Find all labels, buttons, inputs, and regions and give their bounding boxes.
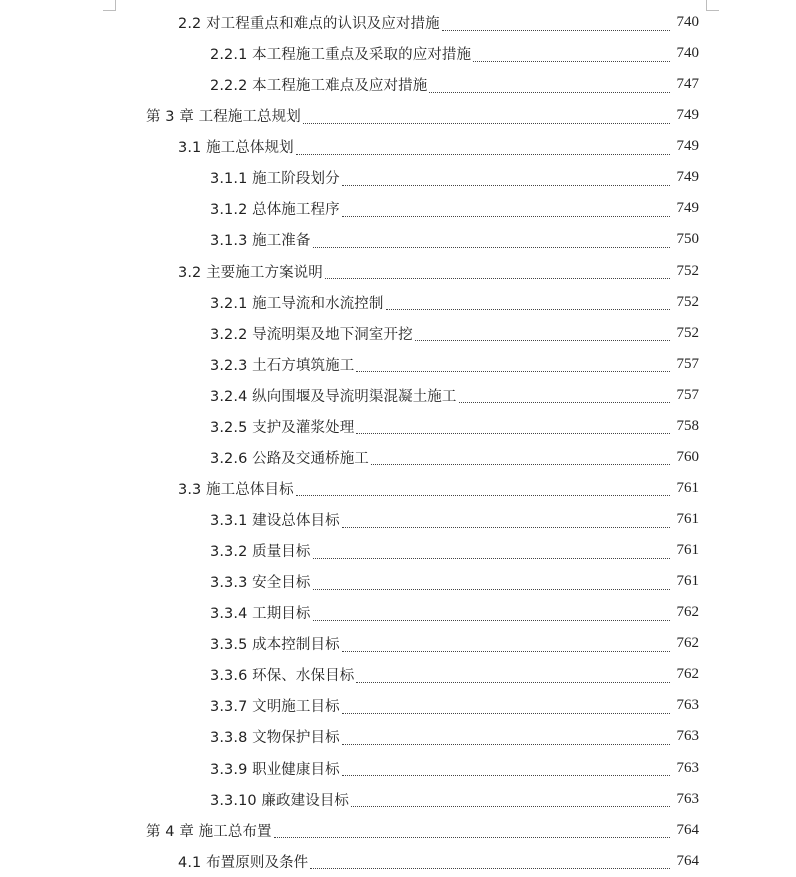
- toc-entry[interactable]: [0, 784, 699, 815]
- toc-dot-leader: [342, 760, 670, 776]
- toc-entry[interactable]: [0, 690, 699, 721]
- toc-entry[interactable]: [0, 753, 699, 784]
- toc-page-number: 749: [676, 169, 699, 186]
- toc-page-number: 762: [676, 604, 699, 621]
- toc-dot-leader: [442, 15, 670, 31]
- toc-entry[interactable]: [0, 566, 699, 597]
- toc-entry-title: 3.3.4 工期目标: [210, 606, 311, 623]
- toc-page-number: 761: [676, 511, 699, 528]
- toc-dot-leader: [342, 729, 670, 745]
- toc-page-number: 757: [676, 386, 699, 403]
- toc-dot-leader: [459, 387, 670, 403]
- toc-entry-title: 3.2 主要施工方案说明: [178, 264, 323, 281]
- toc-page-number: 762: [676, 666, 699, 683]
- toc-page-number: 752: [676, 293, 699, 310]
- toc-entry[interactable]: [0, 597, 699, 628]
- toc-entry-title: 第 4 章 施工总布置: [146, 823, 272, 840]
- toc-entry[interactable]: [0, 349, 699, 380]
- toc-entry-title: 3.3 施工总体目标: [178, 481, 294, 498]
- toc-page-number: 749: [676, 138, 699, 155]
- toc-entry[interactable]: [0, 256, 699, 287]
- toc-entry[interactable]: [0, 224, 699, 255]
- toc-page-number: 761: [676, 542, 699, 559]
- toc-page-number: 749: [676, 107, 699, 124]
- toc-entry-title: 3.3.9 职业健康目标: [210, 761, 340, 778]
- toc-entry-title: 3.1.2 总体施工程序: [210, 202, 340, 219]
- toc-dot-leader: [296, 480, 670, 496]
- toc-dot-leader: [313, 543, 670, 559]
- toc-entry[interactable]: [0, 7, 699, 38]
- toc-page-number: 761: [676, 573, 699, 590]
- toc-dot-leader: [325, 263, 670, 279]
- toc-entry-title: 2.2.2 本工程施工难点及应对措施: [210, 78, 428, 95]
- toc-dot-leader: [310, 853, 670, 869]
- toc-entry-title: 3.2.2 导流明渠及地下洞室开挖: [210, 326, 413, 343]
- toc-dot-leader: [342, 170, 670, 186]
- toc-page-number: 763: [676, 697, 699, 714]
- toc-entry[interactable]: [0, 38, 699, 69]
- toc-entry[interactable]: [0, 846, 699, 877]
- toc-entry-title: 3.2.1 施工导流和水流控制: [210, 295, 384, 312]
- toc-dot-leader: [303, 108, 670, 124]
- toc-dot-leader: [356, 418, 670, 434]
- toc-entry-title: 3.3.2 质量目标: [210, 544, 311, 561]
- toc-page-number: 761: [676, 479, 699, 496]
- toc-page-number: 763: [676, 790, 699, 807]
- toc-entry[interactable]: [0, 287, 699, 318]
- toc-entry-title: 3.3.3 安全目标: [210, 575, 311, 592]
- toc-entry[interactable]: [0, 193, 699, 224]
- toc-page-number: 752: [676, 262, 699, 279]
- toc-entry-title: 3.1.1 施工阶段划分: [210, 171, 340, 188]
- toc-page-number: 740: [676, 45, 699, 62]
- toc-dot-leader: [313, 605, 670, 621]
- toc-entry-title: 2.2.1 本工程施工重点及采取的应对措施: [210, 47, 472, 64]
- toc-page-number: 764: [676, 852, 699, 869]
- toc-entry-title: 第 3 章 工程施工总规划: [146, 109, 301, 126]
- toc-entry-title: 3.2.4 纵向围堰及导流明渠混凝土施工: [210, 388, 457, 405]
- toc-dot-leader: [356, 356, 670, 372]
- toc-entry[interactable]: [0, 318, 699, 349]
- toc-dot-leader: [274, 822, 670, 838]
- toc-entry[interactable]: [0, 69, 699, 100]
- toc-entry-title: 3.2.5 支护及灌浆处理: [210, 419, 355, 436]
- toc-dot-leader: [296, 139, 670, 155]
- toc-dot-leader: [356, 667, 670, 683]
- toc-dot-leader: [342, 636, 670, 652]
- toc-entry-title: 3.3.8 文物保护目标: [210, 730, 340, 747]
- toc-entry-title: 3.1 施工总体规划: [178, 140, 294, 157]
- toc-page-number: 760: [676, 448, 699, 465]
- toc-entry-title: 4.1 布置原则及条件: [178, 854, 309, 871]
- toc-entry[interactable]: [0, 380, 699, 411]
- toc-entry-title: 3.1.3 施工准备: [210, 233, 311, 250]
- toc-dot-leader: [313, 574, 670, 590]
- toc-page-number: 763: [676, 728, 699, 745]
- toc-entry-title: 3.3.6 环保、水保目标: [210, 668, 355, 685]
- toc-entry-title: 3.2.6 公路及交通桥施工: [210, 450, 369, 467]
- toc-page-number: 762: [676, 635, 699, 652]
- toc-page-number: 758: [676, 417, 699, 434]
- toc-entry-title: 3.2.3 土石方填筑施工: [210, 357, 355, 374]
- toc-page-number: 752: [676, 324, 699, 341]
- toc-page-number: 750: [676, 231, 699, 248]
- toc-entry[interactable]: [0, 473, 699, 504]
- toc-page-number: 764: [676, 821, 699, 838]
- toc-entry-title: 3.3.10 廉政建设目标: [210, 792, 350, 809]
- toc-entry-title: 3.3.5 成本控制目标: [210, 637, 340, 654]
- toc-dot-leader: [371, 449, 670, 465]
- toc-entry[interactable]: [0, 535, 699, 566]
- toc-entry[interactable]: [0, 721, 699, 752]
- toc-page-number: 749: [676, 200, 699, 217]
- table-of-contents: [0, 7, 796, 877]
- toc-entry[interactable]: [0, 162, 699, 193]
- toc-entry[interactable]: [0, 504, 699, 535]
- toc-entry-title: 2.2 对工程重点和难点的认识及应对措施: [178, 16, 440, 33]
- toc-entry[interactable]: [0, 659, 699, 690]
- toc-dot-leader: [386, 294, 670, 310]
- toc-entry[interactable]: [0, 815, 699, 846]
- toc-entry[interactable]: [0, 100, 699, 131]
- toc-dot-leader: [342, 201, 670, 217]
- toc-dot-leader: [415, 325, 670, 341]
- toc-dot-leader: [473, 46, 670, 62]
- toc-dot-leader: [342, 512, 670, 528]
- toc-entry[interactable]: [0, 442, 699, 473]
- toc-entry[interactable]: [0, 628, 699, 659]
- toc-page-number: 740: [676, 14, 699, 31]
- toc-page-number: 747: [676, 76, 699, 93]
- toc-entry-title: 3.3.7 文明施工目标: [210, 699, 340, 716]
- toc-page-number: 757: [676, 355, 699, 372]
- toc-entry[interactable]: [0, 131, 699, 162]
- toc-entry[interactable]: [0, 411, 699, 442]
- toc-dot-leader: [351, 791, 670, 807]
- toc-dot-leader: [313, 232, 670, 248]
- toc-dot-leader: [342, 698, 670, 714]
- toc-dot-leader: [429, 77, 670, 93]
- toc-page-number: 763: [676, 759, 699, 776]
- toc-entry-title: 3.3.1 建设总体目标: [210, 513, 340, 530]
